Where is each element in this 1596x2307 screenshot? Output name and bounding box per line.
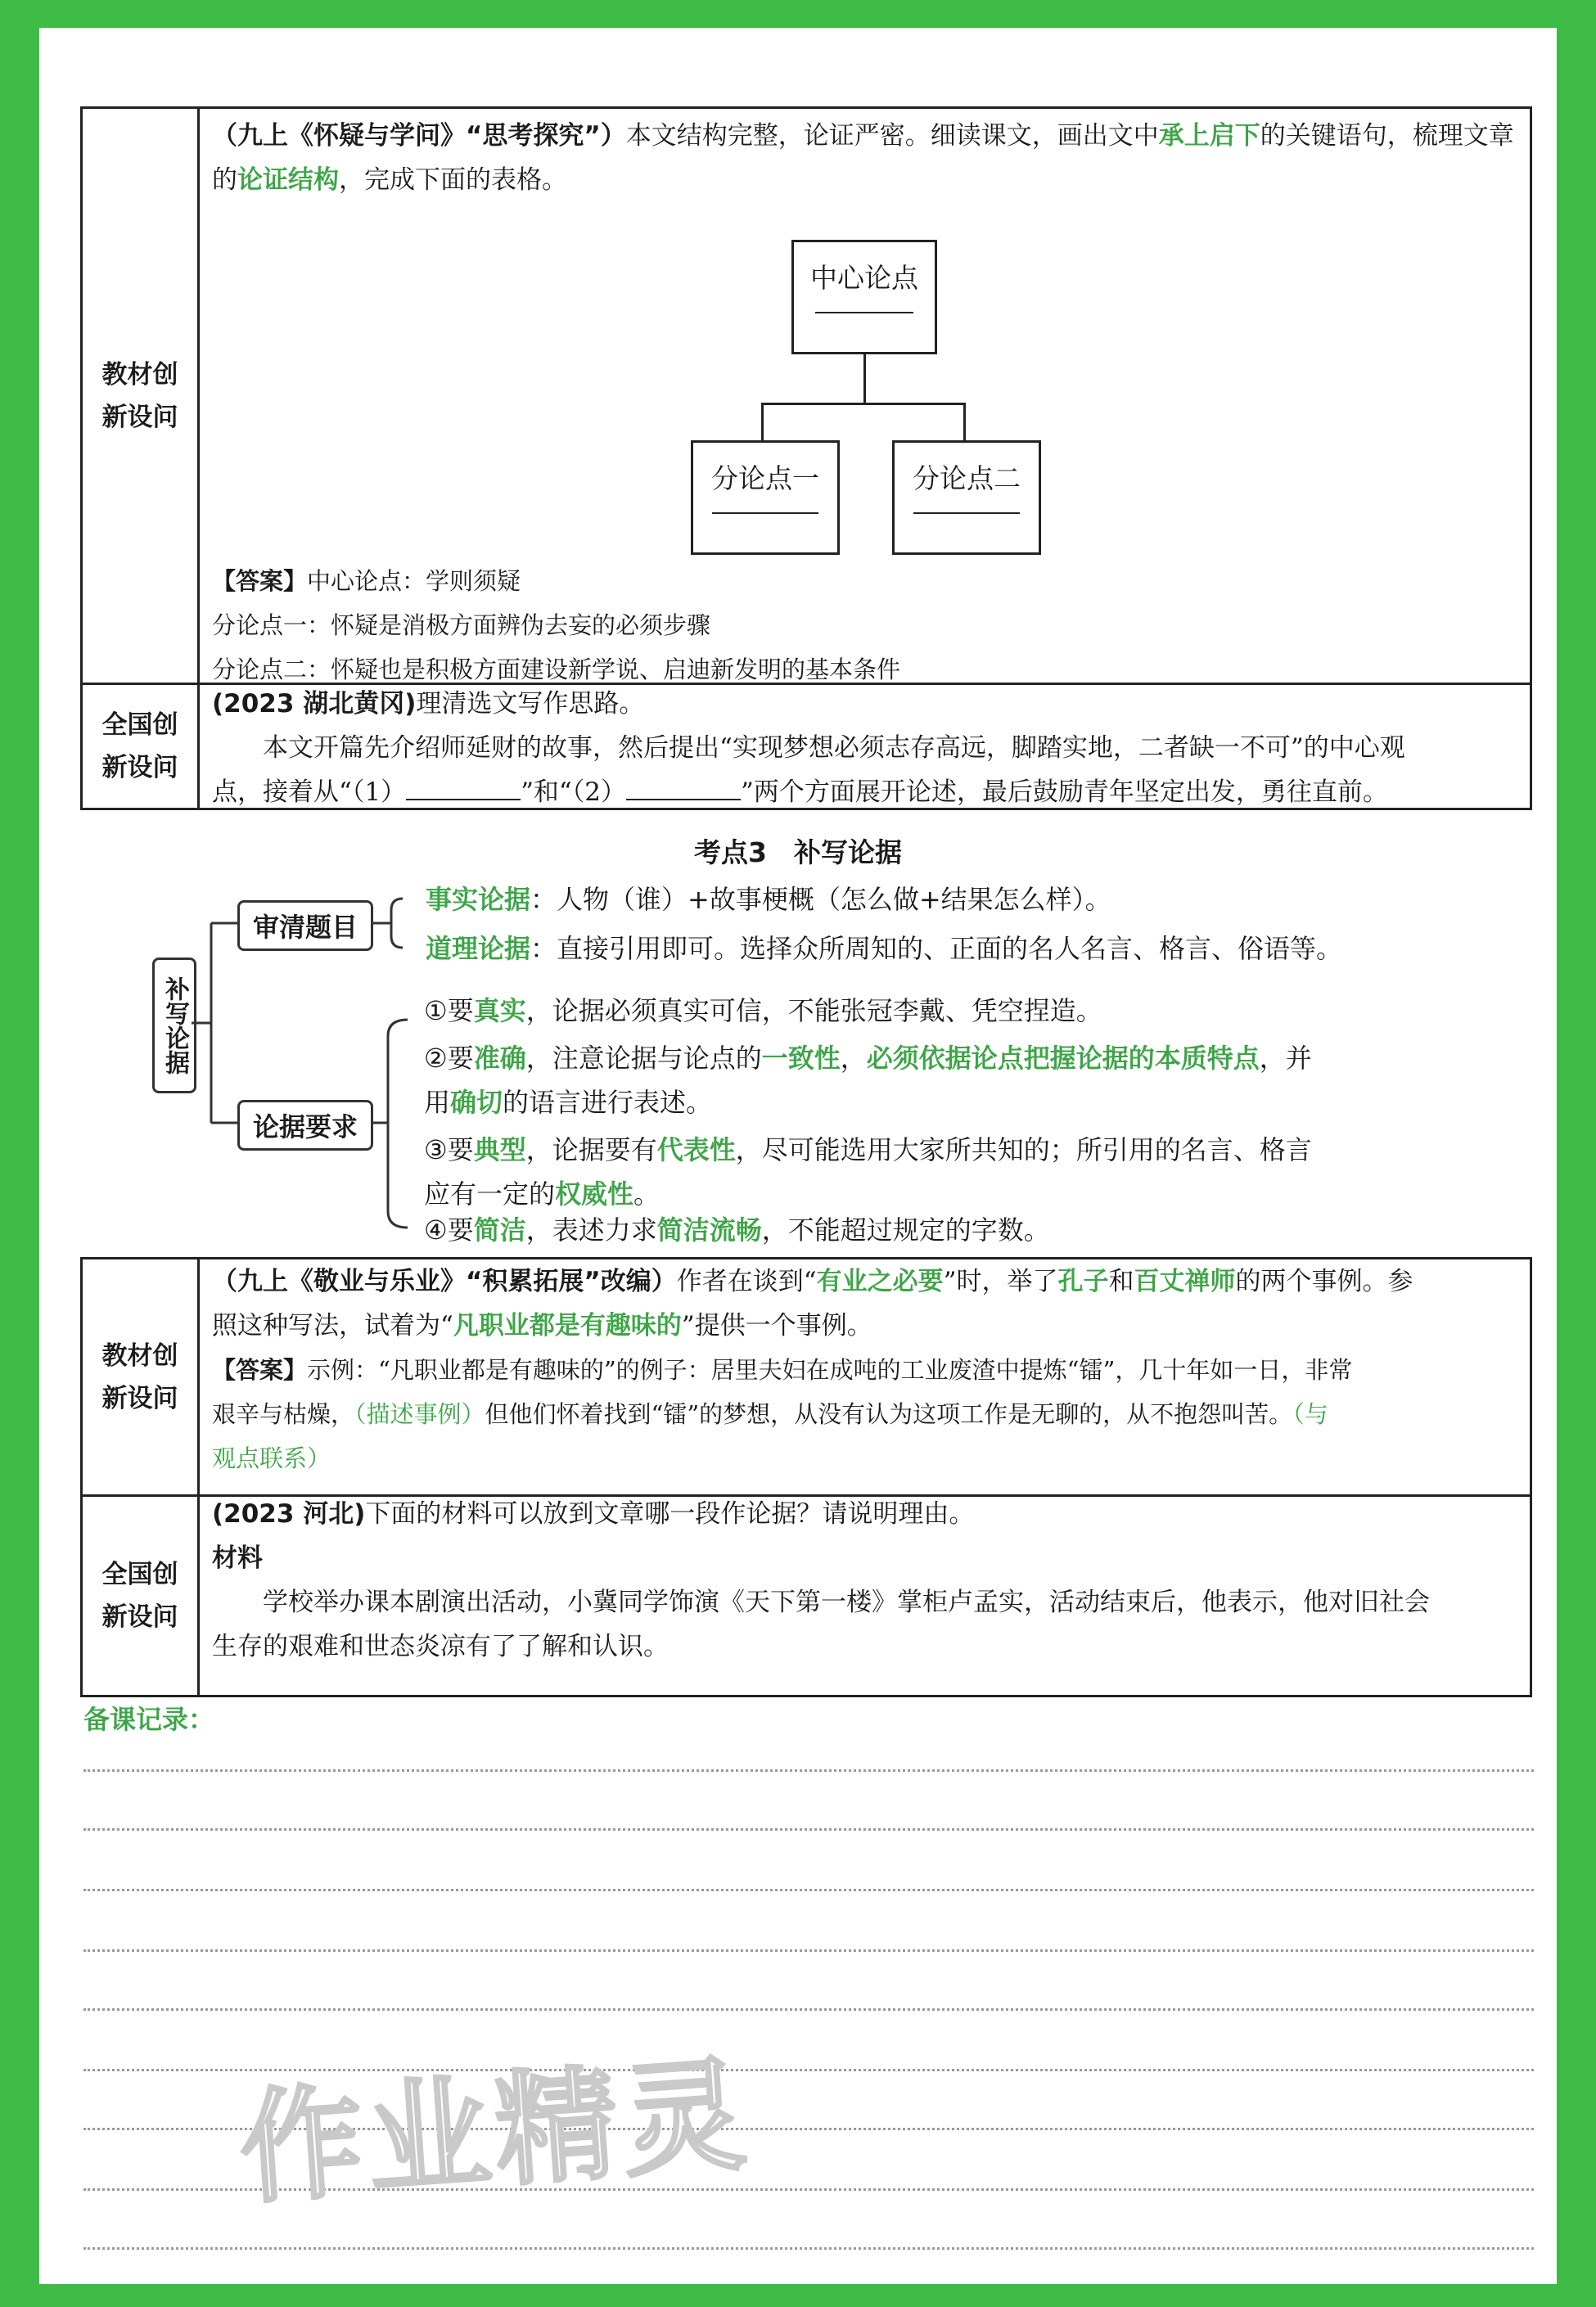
row-label-textbook: 教材创新设问 <box>83 109 200 683</box>
row-label-national: 全国创新设问 <box>83 685 200 808</box>
question-national-1: (2023 湖北黄冈)理清选文写作思路。 本文开篇先介绍师延财的故事，然后提出“实现梦想必须志存高远，脚踏实地，二者缺一不可”的中心观 点，接着从“（1） ”和“（2） ”两个方面展开论述，最后鼓励青年坚定出发，勇往直前。 <box>212 689 1405 807</box>
note-line[interactable] <box>83 1828 1534 1831</box>
row-label-national: 全国创新设问 <box>83 1497 200 1695</box>
b1-reason-evidence: 道理论据：直接引用即可。选择众所周知的、正面的名人名言、格言、俗语等。 <box>426 933 1343 964</box>
note-line[interactable] <box>83 2247 1534 2250</box>
worksheet-page <box>51 28 1545 2284</box>
note-line[interactable] <box>83 1769 1534 1772</box>
mindmap-root: 补写论据 <box>152 957 196 1093</box>
table-2-row-textbook <box>83 1259 1530 1494</box>
answer-block-1: 【答案】中心论点：学则须疑 分论点一：怀疑是消极方面辨伪去妄的必须步骤 分论点二：怀疑也是积极方面建设新学说、启迪新发明的基本条件 <box>212 567 901 683</box>
b2-item-1: ①要真实，论据必须真实可信，不能张冠李戴、凭空捏造。 <box>424 995 1102 1026</box>
table-2-row-national <box>83 1497 1530 1695</box>
b2-item-2: ②要准确，注意论据与论点的一致性，必须依据论点把握论据的本质特点，并 用确切的语言进行表述。 <box>424 1043 1312 1118</box>
b2-item-4: ④要简洁，表述力求简洁流畅，不能超过规定的字数。 <box>424 1214 1050 1246</box>
note-line[interactable] <box>83 2008 1534 2011</box>
row-label-textbook: 教材创新设问 <box>83 1259 200 1494</box>
diagram-sub1-box: 分论点一 <box>691 440 840 555</box>
question-textbook: （九上《怀疑与学问》“思考探究”）本文结构完整，论证严密。细读课文，画出文中承上启下的关键语句，梳理文章的论证结构，完成下面的表格。 <box>212 121 1514 195</box>
mindmap-branch-yaoqiu: 论据要求 <box>237 1100 373 1151</box>
question-textbook-2: （九上《敬业与乐业》“积累拓展”改编）作者在谈到“有业之必要”时，举了孔子和百丈禅师的两个事例。参 照这种写法，试着为“凡职业都是有趣味的”提供一个事例。 【答案】示例：“凡职业都是有趣味的”的例子：居里夫妇在成吨的工业废渣中提炼“镭”，几十年如一日，非常 艰辛与枯燥，（描述事例）但他们怀着找到“镭”的梦想，从没有认为这项工作是无聊的，从不抱怨叫苦。（与 观点联系） <box>212 1267 1413 1472</box>
mindmap-branch-shenqing: 审清题目 <box>237 900 373 951</box>
notes-title: 备课记录： <box>83 1704 215 1735</box>
diagram-center-box: 中心论点 <box>791 240 937 354</box>
note-line[interactable] <box>83 1949 1534 1952</box>
table-2 <box>80 1257 1532 1697</box>
section-title-kaodian: 考点3 补写论据 <box>694 836 902 868</box>
diagram-sub2-box: 分论点二 <box>892 440 1041 555</box>
b2-item-3: ③要典型，论据要有代表性，尽可能选用大家所共知的；所引用的名言、格言 应有一定的权威性。 <box>424 1134 1312 1210</box>
watermark: 作业精灵 <box>235 2043 755 2222</box>
b1-fact-evidence: 事实论据：人物（谁）+故事梗概（怎么做+结果怎么样）。 <box>426 884 1111 915</box>
question-national-2: (2023 河北)下面的材料可以放到文章哪一段作论据？请说明理由。 材料 学校举办课本剧演出活动，小冀同学饰演《天下第一楼》掌柜卢孟实，活动结束后，他表示，他对旧社会 生存的艰难和世态炎凉有了了解和认识。 <box>212 1499 1430 1661</box>
note-line[interactable] <box>83 1889 1534 1891</box>
